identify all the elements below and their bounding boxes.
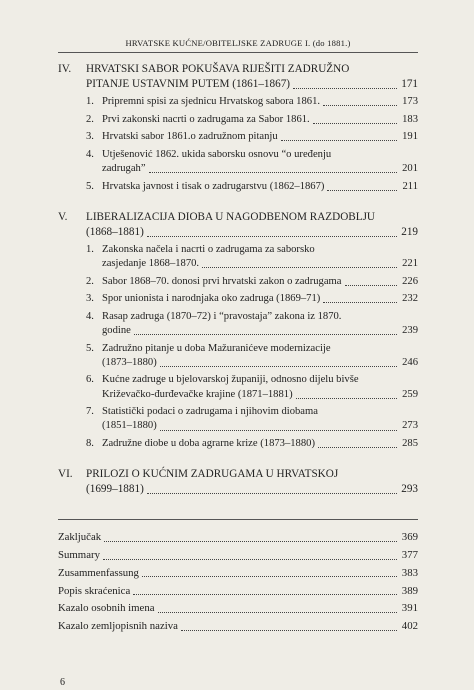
page-number: 173 xyxy=(402,96,418,107)
page-number: 383 xyxy=(401,566,418,579)
dot-leader xyxy=(202,267,397,268)
back-matter-item[interactable] xyxy=(58,601,418,616)
dot-leader xyxy=(104,541,397,542)
entry-number: 7. xyxy=(86,406,94,418)
dot-leader xyxy=(296,398,397,399)
back-matter-title: Summary xyxy=(58,548,100,561)
dot-leader xyxy=(133,594,397,595)
part-number: IV. xyxy=(58,63,72,75)
toc-entry[interactable] xyxy=(86,292,418,306)
page-number: 221 xyxy=(402,257,418,269)
back-matter-title: Kazalo zemljopisnih naziva xyxy=(58,620,178,633)
entry-title: Spor unionista i narodnjaka oko zadruga (1869–71) xyxy=(102,293,321,305)
back-matter-item[interactable] xyxy=(58,530,418,545)
toc-entry[interactable] xyxy=(86,113,418,127)
entry-title: Zadružne diobe u doba agrarne krize (1873–1880) xyxy=(102,437,315,449)
page-number: 239 xyxy=(402,324,418,336)
page-number: 246 xyxy=(402,356,418,368)
page-number: 259 xyxy=(402,388,418,400)
entry-title-line2: (1851–1880) xyxy=(102,420,157,432)
entry-title-line1: Zakonska načela i nacrti o zadrugama za saborsko xyxy=(102,243,315,255)
entry-title-line1: Rasap zadruga (1870–72) i “pravostaja” zakona iz 1870. xyxy=(102,310,342,322)
dot-leader xyxy=(323,302,397,303)
back-matter-title: Popis skraćenica xyxy=(58,584,131,597)
part-title-line1: PRILOZI O KUĆNIM ZADRUGAMA U HRVATSKOJ xyxy=(86,468,339,481)
toc-entry[interactable] xyxy=(86,148,418,176)
back-matter-item[interactable] xyxy=(58,548,418,563)
toc-entry[interactable] xyxy=(86,130,418,144)
page-number: 183 xyxy=(402,113,418,125)
toc-entry[interactable] xyxy=(86,180,418,194)
entry-number: 5. xyxy=(86,180,94,192)
entry-title-line2: godine xyxy=(102,324,131,336)
dot-leader xyxy=(147,493,397,494)
page-number: 219 xyxy=(401,225,418,238)
entry-number: 3. xyxy=(86,131,94,143)
part-number: V. xyxy=(58,210,68,223)
entry-title: Hrvatska javnost i tisak o zadrugarstvu (1862–1867) xyxy=(102,180,325,192)
part-title-line2: (1699–1881) xyxy=(86,483,144,496)
dot-leader xyxy=(313,123,397,124)
toc-entry[interactable] xyxy=(86,243,418,271)
back-matter-title: Zaključak xyxy=(58,531,102,544)
page-number: 293 xyxy=(401,483,418,496)
page-number: 402 xyxy=(401,620,418,633)
dot-leader xyxy=(293,88,397,89)
entry-title: Sabor 1868–70. donosi prvi hrvatski zakon o zadrugama xyxy=(102,275,342,287)
entry-title: Prvi zakonski nacrti o zadrugama za Sabor 1861. xyxy=(102,113,310,125)
toc-entry[interactable] xyxy=(86,437,418,451)
page-number: 369 xyxy=(401,531,418,544)
dot-leader xyxy=(158,612,397,613)
page-number: 377 xyxy=(401,548,418,561)
toc-entry[interactable] xyxy=(86,275,418,289)
part-iv xyxy=(58,62,418,194)
page-number: 226 xyxy=(402,275,418,287)
toc-entry[interactable] xyxy=(86,405,418,433)
entry-number: 4. xyxy=(86,148,94,160)
page-number: 201 xyxy=(402,162,418,174)
part-title-line1: LIBERALIZACIJA DIOBA U NAGODBENOM RAZDOBLJU xyxy=(86,210,376,223)
back-matter-title: Zusammenfassung xyxy=(58,566,139,579)
entry-number: 2. xyxy=(86,113,94,125)
dot-leader xyxy=(142,576,397,577)
entry-number: 5. xyxy=(86,342,94,354)
toc-entry[interactable] xyxy=(86,373,418,401)
dot-leader xyxy=(160,366,397,367)
page-number: 285 xyxy=(402,437,418,449)
entry-number: 2. xyxy=(86,275,94,287)
dot-leader xyxy=(149,172,397,173)
entry-title-line1: Kućne zadruge u bjelovarskoj županiji, odnosno dijelu bivše xyxy=(102,374,359,386)
dot-leader xyxy=(327,190,397,191)
page-number: 232 xyxy=(402,293,418,305)
part-vi xyxy=(58,467,418,497)
toc-entry[interactable] xyxy=(86,95,418,109)
dot-leader xyxy=(318,447,397,448)
entry-title: Hrvatski sabor 1861.o zadružnom pitanju xyxy=(102,131,278,143)
back-matter xyxy=(58,519,418,634)
table-of-contents xyxy=(58,62,418,637)
part-title-line1: HRVATSKI SABOR POKUŠAVA RIJEŠITI ZADRUŽNO xyxy=(86,63,350,75)
dot-leader xyxy=(181,630,397,631)
entry-title-line2: (1873–1880) xyxy=(102,356,157,368)
entry-number: 1. xyxy=(86,96,94,107)
back-matter-title: Kazalo osobnih imena xyxy=(58,602,155,615)
entry-title-line2: zasjedanje 1868–1870. xyxy=(102,257,200,269)
page-number: 389 xyxy=(401,584,418,597)
dot-leader xyxy=(103,559,397,560)
entry-title-line1: Utješenović 1862. ukida saborsku osnovu “o uređenju xyxy=(102,148,332,160)
entry-title-line1: Statistički podaci o zadrugama i njihovim diobama xyxy=(102,406,318,418)
dot-leader xyxy=(345,285,398,286)
entry-title-line2: Križevačko-đurđevačke krajine (1871–1881) xyxy=(102,388,293,400)
part-title-line2: (1868–1881) xyxy=(86,225,144,238)
back-matter-item[interactable] xyxy=(58,566,418,581)
entry-title-line1: Zadružno pitanje u doba Mažuranićeve modernizacije xyxy=(102,342,331,354)
entry-number: 8. xyxy=(86,437,94,449)
page-number: 171 xyxy=(401,78,418,90)
entry-title: Pripremni spisi za sjednicu Hrvatskog sabora 1861. xyxy=(102,96,321,107)
dot-leader xyxy=(281,140,397,141)
page-number: 211 xyxy=(402,180,418,192)
running-head: HRVATSKE KUĆNE/OBITELJSKE ZADRUGE I. (do 1881.) xyxy=(58,38,418,53)
part-v xyxy=(58,210,418,451)
part-number: VI. xyxy=(58,468,73,481)
entry-number: 1. xyxy=(86,243,94,255)
toc-entry[interactable] xyxy=(86,310,418,338)
entry-number: 4. xyxy=(86,310,94,322)
entry-number: 6. xyxy=(86,374,94,386)
back-matter-item[interactable] xyxy=(58,584,418,599)
page-number: 191 xyxy=(402,131,418,143)
dot-leader xyxy=(160,430,397,431)
page-number: 273 xyxy=(402,420,418,432)
dot-leader xyxy=(134,334,397,335)
page-folio: 6 xyxy=(60,677,65,688)
page-number: 391 xyxy=(401,602,418,615)
dot-leader xyxy=(147,236,397,237)
dot-leader xyxy=(323,105,397,106)
part-title-line2: PITANJE USTAVNIM PUTEM (1861–1867) xyxy=(86,78,291,90)
entry-number: 3. xyxy=(86,293,94,305)
back-matter-item[interactable] xyxy=(58,619,418,634)
entry-title-line2: zadrugah” xyxy=(102,162,146,174)
toc-entry[interactable] xyxy=(86,342,418,370)
